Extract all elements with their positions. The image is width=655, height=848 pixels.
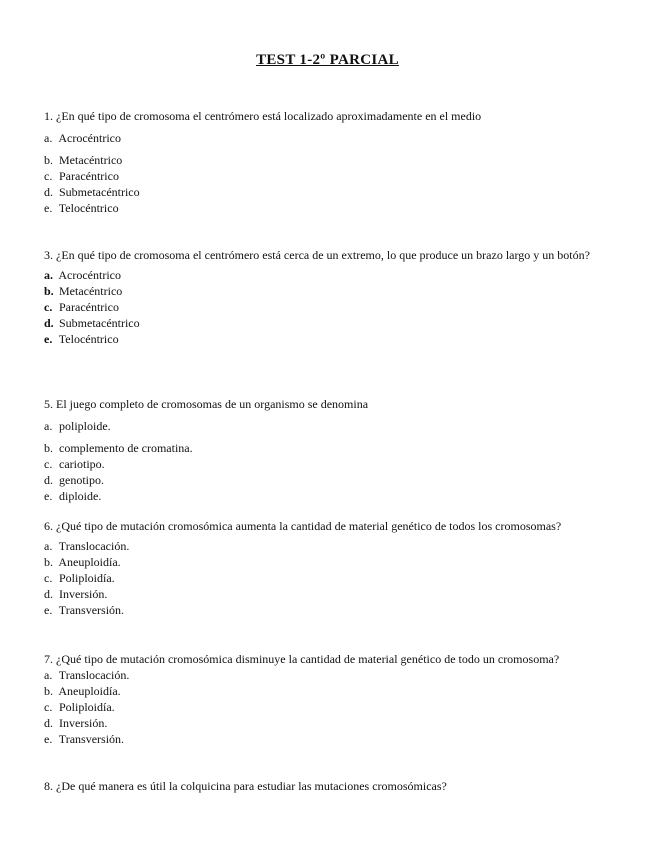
option-c: c. Poliploidía.	[44, 571, 115, 585]
option-b: b. Aneuploidía.	[44, 684, 121, 698]
option-d: d. Submetacéntrico	[44, 316, 140, 330]
option-d: d. Inversión.	[44, 587, 108, 601]
option-b: b. Metacéntrico	[44, 284, 123, 298]
question-text: 8. ¿De qué manera es útil la colquicina para estudiar las mutaciones cromosómicas?	[44, 779, 447, 793]
question-text: 5. El juego completo de cromosomas de un organismo se denomina	[44, 397, 369, 411]
option-b: b. complemento de cromatina.	[44, 441, 193, 455]
option-a: a. Translocación.	[44, 668, 130, 682]
option-c: c. Paracéntrico	[44, 169, 119, 183]
option-a: a. Acrocéntrico	[44, 268, 121, 282]
question-3	[44, 247, 604, 347]
option-c: c. cariotipo.	[44, 457, 105, 471]
option-c: c. Paracéntrico	[44, 300, 119, 314]
question-text: 1. ¿En qué tipo de cromosoma el centrómero está localizado aproximadamente en el medio	[44, 109, 482, 123]
option-b: b. Metacéntrico	[44, 153, 123, 167]
page-title: TEST 1-2º PARCIAL	[256, 52, 399, 68]
question-7	[44, 651, 604, 747]
option-a: a. poliploide.	[44, 419, 111, 433]
option-e: e. Transversión.	[44, 603, 125, 617]
option-c: c. Poliploidía.	[44, 700, 115, 714]
option-e: e. Telocéntrico	[44, 201, 119, 215]
question-1	[44, 108, 604, 216]
question-text: 3. ¿En qué tipo de cromosoma el centrómero está cerca de un extremo, lo que produce un brazo largo y un botón?	[44, 248, 590, 262]
question-text: 6. ¿Qué tipo de mutación cromosómica aumenta la cantidad de material genético de todos los cromosomas?	[44, 519, 562, 533]
option-d: d. genotipo.	[44, 473, 104, 487]
option-e: e. Transversión.	[44, 732, 125, 746]
option-d: d. Inversión.	[44, 716, 108, 730]
option-d: d. Submetacéntrico	[44, 185, 140, 199]
option-b: b. Aneuploidía.	[44, 555, 121, 569]
question-8	[44, 778, 604, 794]
question-6	[44, 518, 604, 618]
question-5	[44, 396, 604, 504]
question-text: 7. ¿Qué tipo de mutación cromosómica disminuye la cantidad de material genético de todo un cromosoma?	[44, 652, 560, 666]
option-e: e. diploide.	[44, 489, 102, 503]
option-e: e. Telocéntrico	[44, 332, 119, 346]
option-a: a. Translocación.	[44, 539, 130, 553]
option-a: a. Acrocéntrico	[44, 131, 121, 145]
